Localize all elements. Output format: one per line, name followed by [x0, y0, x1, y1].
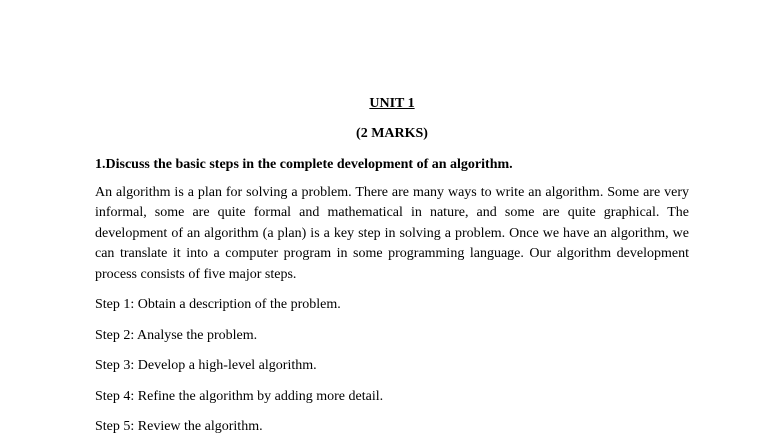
question-heading: 1.Discuss the basic steps in the complete development of an algorithm.	[95, 157, 513, 172]
unit-title: UNIT 1	[369, 96, 415, 111]
answer-paragraph: An algorithm is a plan for solving a problem. There are many ways to write an algorithm. Some are very informal, some are quite formal and mathematical in nature, and some are quite graphical. The development of an algorithm (a plan) is a key step in solving a problem. Once we have an algorithm, we can translate it into a computer program in some programming language. Our algorithm development process consists of five major steps.	[95, 185, 689, 282]
step-item: Step 2: Analyse the problem.	[95, 328, 258, 343]
step-item: Step 5: Review the algorithm.	[95, 419, 263, 434]
step-item: Step 4: Refine the algorithm by adding more detail.	[95, 389, 384, 404]
marks-title: (2 MARKS)	[356, 126, 428, 141]
step-item: Step 1: Obtain a description of the problem.	[95, 297, 341, 312]
step-item: Step 3: Develop a high-level algorithm.	[95, 358, 317, 373]
